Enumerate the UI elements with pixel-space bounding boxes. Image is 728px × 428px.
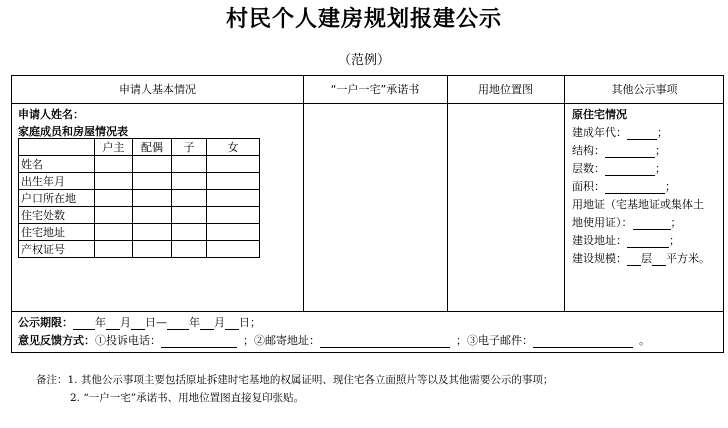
table-cell (207, 156, 260, 173)
table-header-cell (19, 139, 95, 156)
column-divider (564, 76, 565, 311)
table-cell (207, 241, 260, 258)
page-subtitle: （范例） (337, 53, 390, 68)
email-blank (533, 336, 633, 348)
built-year-label: 建成年代： (572, 126, 627, 139)
month-unit: 月 (214, 316, 225, 329)
table-cell (172, 207, 207, 224)
disclosure-form (11, 75, 724, 353)
mail-label: ；②邮寄地址： (243, 334, 320, 347)
table-header-cell: 子 (172, 139, 207, 156)
table-cell (207, 173, 260, 190)
built-year-field (572, 124, 668, 140)
separator: ； (669, 234, 680, 247)
separator: ； (655, 162, 666, 175)
table-cell (172, 224, 207, 241)
end-mark: 。 (639, 334, 650, 347)
row-label: 住宅处数 (19, 207, 95, 224)
table-cell (95, 156, 133, 173)
land-cert-label: 用地证（宅基地证或集体土 (572, 198, 704, 211)
note-text: 1. 其他公示事项主要包括原址拆建时宅基地的权属证明、现住宅各立面照片等以及其他需要公示的事项； (67, 374, 554, 386)
table-row (19, 207, 260, 224)
notes-prefix: 备注： (36, 374, 68, 386)
table-cell (133, 156, 172, 173)
blank (225, 318, 239, 330)
table-cell (133, 241, 172, 258)
floors-label: 层数： (572, 162, 605, 175)
blank (167, 318, 189, 330)
table-cell (133, 207, 172, 224)
row-label: 住宅地址 (19, 224, 95, 241)
note-line-2: 2. “一户一宅”承诺书、用地位置图直接复印张贴。 (70, 392, 305, 404)
blank (200, 318, 214, 330)
table-cell (95, 207, 133, 224)
family-table-title: 家庭成员和房屋情况表 (18, 125, 128, 138)
floors-count-blank (627, 254, 641, 266)
floor-unit: 层 (641, 252, 652, 265)
table-header-cell: 户主 (95, 139, 133, 156)
area-unit: 平方米。 (666, 252, 710, 265)
header-other-items: 其他公示事项 (611, 83, 678, 96)
separator: ； (665, 180, 676, 193)
header-divider (12, 103, 723, 104)
day-unit: 日— (145, 316, 167, 329)
header-pledge: “一户一宅”承诺书 (330, 83, 420, 96)
month-unit: 月 (120, 316, 131, 329)
table-cell (133, 190, 172, 207)
year-unit: 年 (95, 316, 106, 329)
area-count-blank (652, 254, 666, 266)
built-year-blank (627, 128, 657, 140)
original-house-heading: 原住宅情况 (572, 108, 627, 121)
floors-blank (605, 164, 655, 176)
structure-blank (605, 146, 655, 158)
table-header-row (19, 139, 260, 156)
table-header-cell: 配偶 (133, 139, 172, 156)
phone-label: ①投诉电话： (95, 334, 161, 347)
family-housing-table (18, 138, 260, 258)
period-field (18, 314, 261, 330)
page-title: 村民个人建房规划报建公示 (225, 6, 502, 32)
table-cell (172, 173, 207, 190)
period-label: 公示期限： (18, 316, 73, 329)
day-unit: 日； (239, 316, 261, 329)
land-cert-label-cont: 地使用证）： (572, 216, 633, 229)
column-divider (447, 76, 448, 311)
separator: ； (657, 126, 668, 139)
row-label: 户口所在地 (19, 190, 95, 207)
column-divider (303, 76, 304, 311)
table-cell (207, 207, 260, 224)
blank (131, 318, 145, 330)
table-cell (95, 173, 133, 190)
build-address-blank (627, 236, 669, 248)
table-row (19, 173, 260, 190)
blank (73, 318, 95, 330)
table-cell (172, 190, 207, 207)
table-row (19, 190, 260, 207)
area-label: 面积： (572, 180, 605, 193)
land-cert-field (572, 214, 682, 230)
build-scale-label: 建设规模： (572, 252, 627, 265)
row-label: 姓名 (19, 156, 95, 173)
floors-field (572, 160, 666, 176)
table-cell (95, 224, 133, 241)
area-field (572, 178, 676, 194)
separator: ； (655, 144, 666, 157)
structure-label: 结构： (572, 144, 605, 157)
blank (106, 318, 120, 330)
row-label: 产权证号 (19, 241, 95, 258)
footer-divider (12, 311, 723, 312)
build-address-field (572, 232, 680, 248)
mail-blank (320, 336, 450, 348)
table-cell (172, 241, 207, 258)
phone-blank (161, 336, 237, 348)
applicant-name-label: 申请人姓名： (18, 108, 84, 121)
table-header-cell: 女 (207, 139, 260, 156)
note-line-1 (36, 372, 553, 387)
area-blank (605, 182, 665, 194)
build-address-label: 建设地址： (572, 234, 627, 247)
email-label: ；③电子邮件： (456, 334, 533, 347)
separator: ； (670, 216, 682, 229)
land-cert-blank (633, 218, 671, 230)
build-scale-field (572, 250, 710, 266)
table-cell (95, 190, 133, 207)
table-cell (95, 241, 133, 258)
row-label: 出生年月 (19, 173, 95, 190)
table-cell (172, 156, 207, 173)
structure-field (572, 142, 666, 158)
table-row (19, 156, 260, 173)
header-applicant: 申请人基本情况 (119, 83, 196, 96)
header-location-map: 用地位置图 (478, 83, 533, 96)
table-cell (207, 190, 260, 207)
table-cell (133, 224, 172, 241)
table-row (19, 241, 260, 258)
feedback-field (18, 332, 650, 348)
table-row (19, 224, 260, 241)
feedback-label: 意见反馈方式： (18, 334, 95, 347)
table-cell (133, 173, 172, 190)
table-cell (207, 224, 260, 241)
year-unit: 年 (189, 316, 200, 329)
